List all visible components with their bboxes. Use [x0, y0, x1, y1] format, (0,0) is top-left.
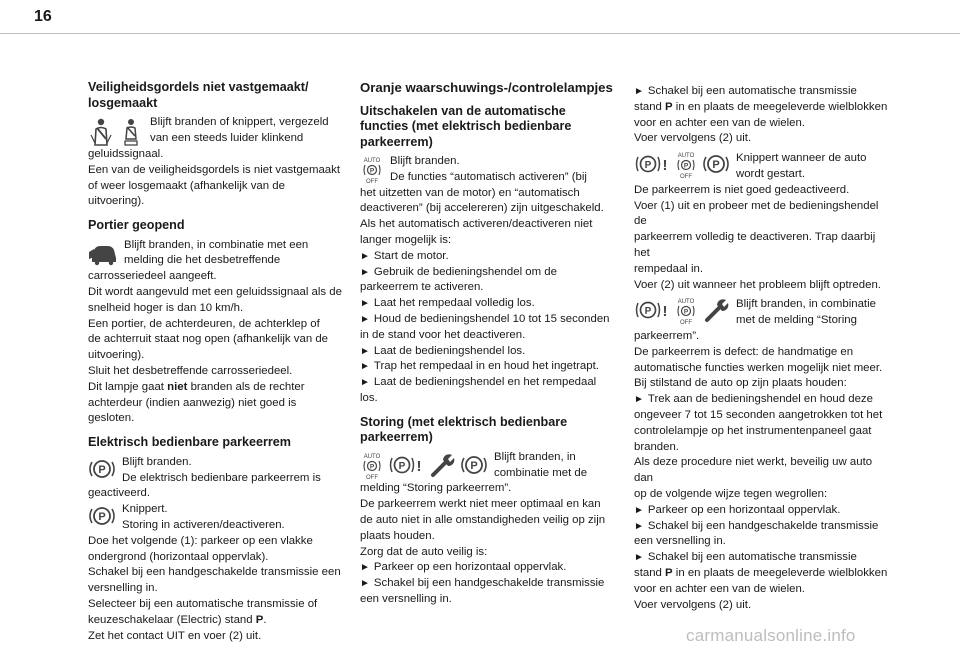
section-title: Veiligheidsgordels niet vastgemaakt/ losgemaakt	[88, 80, 309, 110]
bullet-arrow-icon: ►	[360, 298, 370, 310]
text-line: een versnelling in.	[360, 592, 452, 605]
bullet-arrow-icon: ►	[634, 394, 644, 406]
text-fragment: stand	[634, 100, 666, 113]
text-line: De parkeerrem is defect: de handmatige en	[634, 345, 854, 358]
text-line	[88, 613, 343, 629]
icon-letter: P	[644, 306, 652, 318]
text-line: parkeerrem volledig te deactiveren. Trap daarbij het	[634, 231, 876, 259]
icon-letter: P	[683, 308, 689, 316]
bullet-arrow-icon: ►	[634, 504, 644, 516]
emphasis: P	[665, 100, 673, 113]
bullet-arrow-icon: ►	[634, 552, 644, 564]
fault-icons	[360, 452, 488, 480]
seatbelt-icons	[88, 117, 144, 147]
bullet-arrow-icon: ►	[360, 250, 370, 262]
text-line: Blijft branden.	[390, 155, 460, 167]
parking-brake-warning-icon	[634, 297, 670, 323]
text-line: Storing in activeren/deactiveren.	[122, 518, 285, 531]
text-line: combinatie met de	[494, 466, 588, 479]
text-line: Blijft branden, in combinatie met een	[124, 238, 309, 251]
bullet-text: Schakel bij een automatische transmissie	[647, 85, 857, 97]
text-line: Selecteer bij een automatische transmissie of	[88, 597, 318, 610]
text-line	[634, 100, 889, 116]
text-line: het uitzetten van de motor) en “automatisch	[360, 186, 580, 199]
section-title: Portier geopend	[88, 218, 185, 233]
car-door-open-icon	[88, 240, 118, 266]
text-line: uitvoering).	[88, 349, 145, 362]
text-line: branden.	[634, 440, 679, 453]
bullet-text: Parkeer op een horizontaal oppervlak.	[373, 561, 567, 574]
wrench-icon	[702, 297, 730, 323]
section-title: Elektrisch bedienbare parkeerrem	[88, 435, 292, 450]
text-line: versnelling in.	[88, 582, 158, 595]
icon-text: OFF	[680, 320, 692, 326]
section-title: Uitschakelen van de automatische functies (met elektrisch bedienbare parkeerrem)	[360, 103, 572, 149]
text-line: Een portier, de achterdeuren, de achterklep of	[88, 317, 320, 330]
text-line: De functies “automatisch activeren” (bij	[390, 170, 587, 183]
text-line: Blijft branden, in	[494, 450, 576, 463]
bullet-line	[360, 375, 615, 407]
watermark: carmanualsonline.info	[686, 626, 856, 645]
parking-brake-blink-icons	[88, 504, 116, 528]
text-line: De elektrisch bedienbare parkeerrem is	[122, 471, 321, 484]
text-line: carrosseriedeel aangeeft.	[88, 270, 217, 283]
auto-off-icon	[360, 156, 384, 184]
bullet-arrow-icon: ►	[360, 361, 370, 373]
text-line: plaats houden.	[360, 529, 435, 542]
icon-text: AUTO	[677, 153, 695, 160]
text-line: langer mogelijk is:	[360, 233, 452, 246]
bullet-line	[360, 560, 615, 576]
column-1	[88, 80, 343, 652]
bullet-line	[360, 249, 615, 265]
section-title: Storing (met elektrisch bedienbare parkeerrem)	[360, 414, 568, 445]
text-fragment: keuzeschakelaar (Electric) stand	[88, 613, 256, 626]
parking-brake-p-icon	[702, 151, 730, 177]
icon-letter: P	[398, 460, 406, 472]
bullet-line	[634, 550, 889, 566]
text-line: controlelampje op het instrumentenpaneel gaat	[634, 424, 872, 437]
text-line: voor en achter een van de wielen.	[634, 582, 805, 595]
text-line: Knippert wanneer de auto	[736, 152, 867, 165]
text-line: deactiveren” (bij accelereren) zijn uitgeschakeld.	[360, 202, 604, 215]
bullet-text: Schakel bij een automatische transmissie	[647, 551, 857, 564]
parking-brake-p-icon	[88, 457, 116, 481]
text-line: geactiveerd.	[88, 487, 151, 500]
icon-letter: P	[712, 159, 720, 172]
icon-mark: !	[416, 457, 422, 475]
text-line: Voer (2) uit wanneer het probleem blijft optreden.	[634, 278, 881, 291]
icon-text: OFF	[366, 179, 378, 184]
text-line: Blijft branden, in combinatie	[736, 298, 876, 311]
top-divider	[0, 33, 960, 34]
text-fragment: Dit lampje gaat	[88, 380, 168, 393]
bullet-line	[634, 84, 889, 100]
text-line: De parkeerrem is niet goed gedeactiveerd.	[634, 183, 850, 196]
text-line: snelheid hoger is dan 10 km/h.	[88, 301, 244, 314]
defect-icons	[634, 297, 730, 325]
parking-brake-icons	[88, 457, 116, 481]
icon-letter: P	[369, 463, 375, 471]
bullet-arrow-icon: ►	[634, 86, 644, 97]
bullet-line	[360, 296, 615, 312]
text-line: Zet het contact UIT en voer (2) uit.	[88, 629, 262, 642]
icon-text: AUTO	[363, 158, 381, 164]
text-fragment: .	[263, 613, 267, 626]
text-line: op de volgende wijze tegen wegrollen:	[634, 487, 828, 500]
bullet-text: Houd de bedieningshendel 10 tot 15 seconden	[373, 312, 610, 325]
emphasis: niet	[167, 380, 188, 393]
bullet-arrow-icon: ►	[360, 345, 370, 357]
auto-off-icons	[360, 156, 384, 184]
icon-text: OFF	[366, 474, 378, 480]
text-line: Een van de veiligheidsgordels is niet vastgemaakt	[88, 163, 341, 176]
text-line: Blijft branden of knippert, vergezeld	[150, 116, 329, 128]
text-line: parkeerrem”.	[634, 329, 700, 342]
text-line: automatische functies werken mogelijk niet meer.	[634, 361, 883, 374]
bullet-arrow-icon: ►	[360, 313, 370, 325]
icon-letter: P	[98, 463, 106, 476]
text-fragment: in en plaats de meegeleverde wielblokken	[672, 566, 888, 579]
icon-letter: P	[369, 167, 375, 175]
text-line: Blijft branden.	[122, 455, 192, 468]
text-fragment: branden als de rechter	[187, 380, 305, 393]
door-icons	[88, 240, 118, 266]
text-line: de auto niet in alle omstandigheden veilig op zijn	[360, 513, 606, 526]
text-line: Dit wordt aangevuld met een geluidssignaal als de	[88, 286, 342, 299]
text-line: Bij stilstand de auto op zijn plaats houden:	[634, 377, 847, 390]
column-3	[634, 84, 889, 613]
bullet-arrow-icon: ►	[360, 578, 370, 590]
section-auto-functions-off	[360, 104, 615, 407]
text-line: rempedaal in.	[634, 262, 704, 275]
text-line: de achterruit staat nog open (afhankelijk van de	[88, 333, 328, 346]
blink-start-icons	[634, 151, 730, 179]
bullet-line	[634, 392, 889, 408]
text-line: Knippert.	[122, 503, 168, 516]
text-line: van een steeds luider klinkend	[150, 131, 304, 144]
section-seatbelts	[88, 80, 343, 210]
text-line: Als het automatisch activeren/deactiveren niet	[360, 218, 593, 231]
section-door-open	[88, 218, 343, 427]
text-line: wordt gestart.	[736, 167, 806, 180]
bullet-text: Gebruik de bedieningshendel om de	[373, 265, 557, 278]
text-fragment: in en plaats de meegeleverde wielblokken	[672, 100, 888, 113]
text-line: parkeerrem te activeren.	[360, 281, 484, 294]
bullet-arrow-icon: ►	[360, 377, 370, 389]
icon-text: AUTO	[363, 453, 381, 460]
icon-mark: !	[662, 157, 668, 175]
parking-brake-p-icon	[88, 504, 116, 528]
column-heading: Oranje waarschuwings-/controlelampjes	[360, 80, 613, 95]
bullet-text: Trap het rempedaal in en houd het ingetrapt.	[373, 360, 599, 373]
parking-brake-p-icon	[460, 452, 488, 478]
text-line: een versnelling in.	[634, 535, 726, 548]
parking-brake-warning-icon	[388, 452, 424, 478]
bullet-line	[360, 265, 615, 281]
bullet-text: Parkeer op een horizontaal oppervlak.	[647, 503, 841, 516]
rear-seatbelt-icon	[118, 117, 144, 147]
text-line: Doe het volgende (1): parkeer op een vlakke	[88, 534, 313, 547]
bullet-arrow-icon: ►	[360, 562, 370, 574]
text-line: Schakel bij een handgeschakelde transmissie een	[88, 566, 341, 579]
bullet-arrow-icon: ►	[634, 520, 644, 532]
text-line: of weer losgemaakt (afhankelijk van de uitvoering).	[88, 179, 285, 208]
icon-letter: P	[644, 160, 652, 172]
column-2	[360, 80, 615, 616]
text-line: ongeveer 7 tot 15 seconden aangetrokken tot het	[634, 408, 883, 421]
wrench-icon	[428, 452, 456, 478]
icon-text: AUTO	[677, 299, 695, 306]
text-line	[88, 380, 343, 396]
emphasis: P	[665, 566, 673, 579]
bullet-line	[360, 344, 615, 360]
auto-off-icon	[360, 452, 384, 480]
page-number: 16	[34, 8, 52, 25]
text-line: De parkeerrem werkt niet meer optimaal en kan	[360, 498, 601, 511]
bullet-line	[360, 312, 615, 328]
bullet-text: Start de motor.	[373, 249, 449, 262]
bullet-text: Schakel bij een handgeschakelde transmissie	[647, 519, 879, 532]
parking-brake-warning-icon	[634, 151, 670, 177]
text-line: Voer vervolgens (2) uit.	[634, 598, 752, 611]
text-line	[634, 566, 889, 582]
icon-letter: P	[470, 459, 478, 472]
bullet-text: Laat de bedieningshendel los.	[373, 344, 526, 357]
auto-off-icon	[674, 151, 698, 179]
icon-mark: !	[662, 303, 668, 321]
icon-letter: P	[98, 511, 106, 524]
bullet-line	[634, 503, 889, 519]
text-line: Als deze procedure niet werkt, beveilig uw auto dan	[634, 456, 873, 485]
text-line: achterdeur (indien aanwezig) niet goed is gesloten.	[88, 396, 297, 425]
icon-text: OFF	[680, 174, 692, 180]
text-line: Sluit het desbetreffende carrosseriedeel.	[88, 365, 293, 378]
text-line: melding die het desbetreffende	[124, 254, 281, 267]
text-line: Zorg dat de auto veilig is:	[360, 545, 488, 558]
text-line: ondergrond (horizontaal oppervlak).	[88, 550, 269, 563]
text-line: geluidssignaal.	[88, 148, 164, 160]
bullet-text: Laat het rempedaal volledig los.	[373, 297, 535, 310]
bullet-text: Laat de bedieningshendel en het rempedaal los.	[360, 376, 597, 404]
bullet-line	[634, 519, 889, 535]
text-line: voor en achter een van de wielen.	[634, 116, 805, 129]
text-line: melding “Storing parkeerrem”.	[360, 482, 512, 495]
seatbelt-icon	[88, 117, 114, 147]
bullet-line	[360, 359, 615, 375]
section-electric-parking-brake	[88, 435, 343, 644]
section-parking-brake-fault	[360, 415, 615, 608]
emphasis: P	[255, 613, 264, 626]
text-line: Voer vervolgens (2) uit.	[634, 132, 752, 145]
bullet-text: Trek aan de bedieningshendel en houd deze	[647, 393, 873, 406]
text-line: met de melding “Storing	[736, 314, 857, 327]
bullet-line	[360, 576, 615, 592]
bullet-text: Schakel bij een handgeschakelde transmissie	[373, 577, 605, 590]
bullet-arrow-icon: ►	[360, 266, 370, 278]
auto-off-icon	[674, 297, 698, 325]
icon-letter: P	[683, 162, 689, 170]
text-line: in de stand voor het deactiveren.	[360, 328, 526, 341]
text-fragment: stand	[634, 566, 666, 579]
text-line: Voer (1) uit en probeer met de bedieningshendel de	[634, 199, 879, 228]
